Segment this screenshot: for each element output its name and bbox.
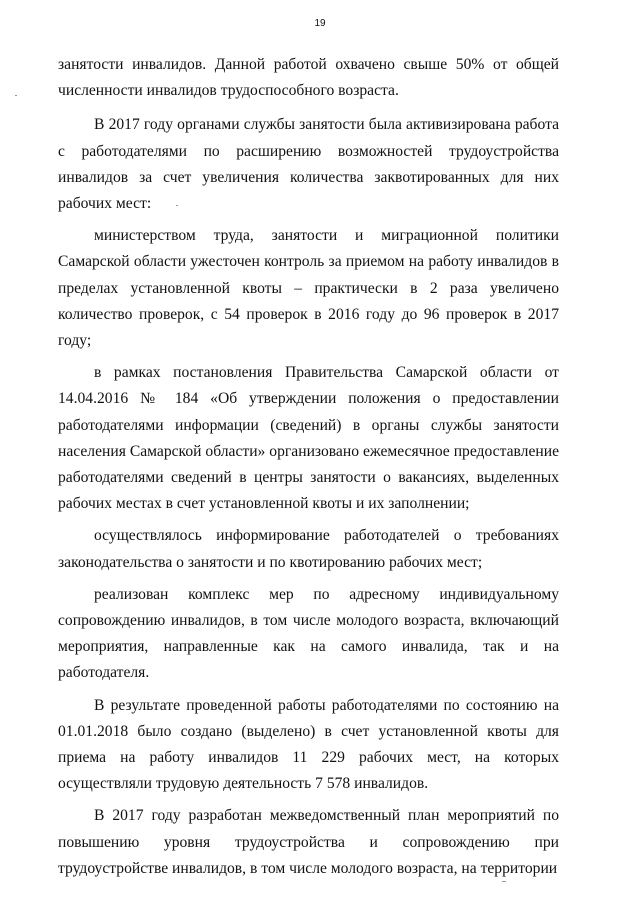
paragraph-continuation: занятости инвалидов. Данной работой охвачено свыше 50% от общей численности инвалидов трудоспособного возраста.: [58, 56, 559, 100]
paragraph-employment-service-2017: В 2017 году органами службы занятости была активизирована работа с работодателями по расширению возможностей трудоустройства инвалидов за счет увеличения количества заквотированных для них рабочих мест:: [58, 116, 559, 213]
paragraph-ministry-control: министерством труда, занятости и миграционной политики Самарской области ужесточен контроль за приемом на работу инвалидов в пределах установленной квоты – практически в 2 раза увеличено количество проверок, с 54 проверок в 2016 году до 96 проверок в 2017 году;: [58, 227, 559, 350]
paragraph-interagency-plan: В 2017 году разработан межведомственный план мероприятий по повышению уровня трудоустройства и сопровождению при трудоустройстве инвалидов, в том числе молодого возраста, на территории: [58, 807, 559, 877]
scan-speck: [502, 881, 506, 882]
page-body: [58, 52, 559, 882]
scan-speck: [176, 205, 178, 206]
scan-speck: [15, 95, 17, 96]
page-number: 19: [314, 18, 326, 29]
paragraph-results-quota: В результате проведенной работы работодателями по состоянию на 01.01.2018 было создано (выделено) в счет установленной квоты для приема на работу инвалидов 11 229 рабочих мест, на которых осуществляли трудовую деятельность 7 578 инвалидов.: [58, 696, 559, 793]
paragraph-government-resolution: в рамках постановления Правительства Самарской области от 14.04.2016 № 184 «Об утверждении положения о предоставлении работодателями информации (сведений) в органы службы занятости населения Самарской области» организовано ежемесячное предоставление работодателями сведений в центры занятости о вакансиях, выделенных рабочих местах в счет установленной квоты и их заполнении;: [58, 364, 559, 513]
paragraph-support-measures: реализован комплекс мер по адресному индивидуальному сопровождению инвалидов, в том числе молодого возраста, включающий мероприятия, направленные как на самого инвалида, так и на работодателя.: [58, 585, 559, 682]
paragraph-employer-informing: осуществлялось информирование работодателей о требованиях законодательства о занятости и по квотированию рабочих мест;: [58, 527, 559, 571]
